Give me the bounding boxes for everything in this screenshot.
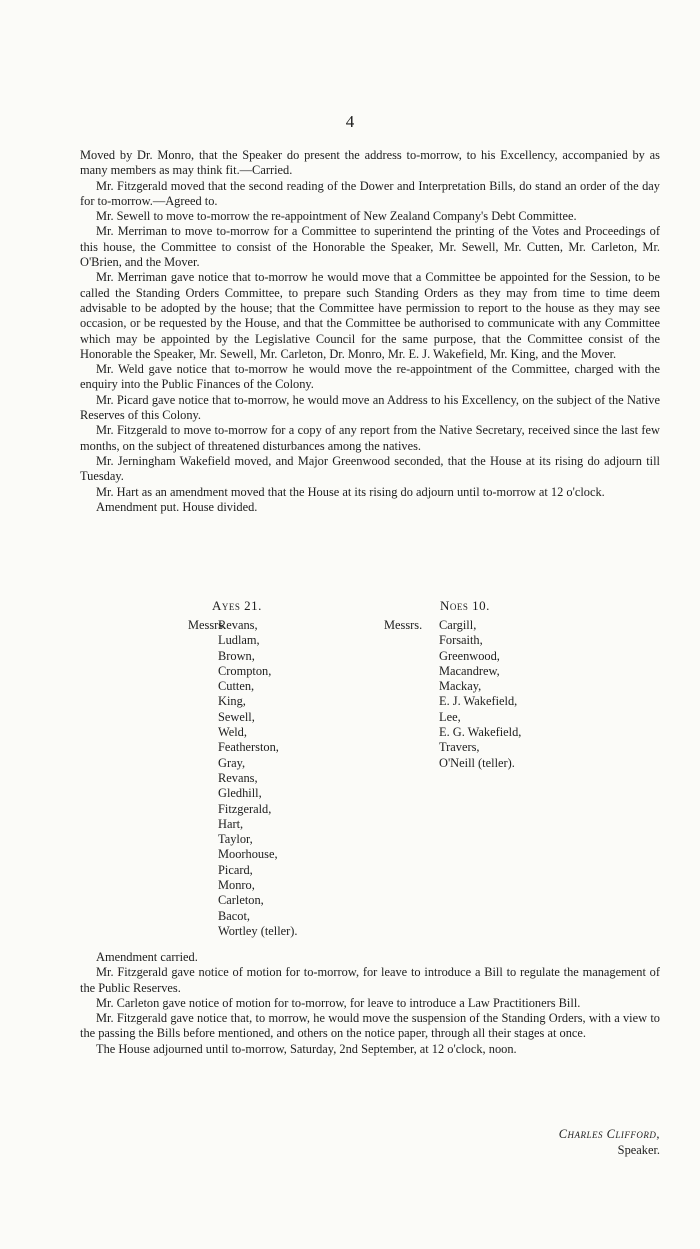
aye-member: Gledhill, [218, 786, 262, 801]
aye-member: Revans, [218, 618, 258, 632]
paragraph-address-motion: Moved by Dr. Monro, that the Speaker do present the address to-morrow, to his Excellency, accompanied by as many members as may think fit.—Carried. [80, 148, 660, 178]
noe-member: Forsaith, [439, 633, 483, 648]
aye-member: Bacot, [218, 908, 250, 923]
noe-member: E. G. Wakefield, [439, 725, 522, 740]
aye-member: Crompton, [218, 663, 272, 678]
paragraph-amendment-carried: Amendment carried. [96, 950, 198, 964]
paragraph-suspension: Mr. Fitzgerald gave notice that, to morrow, he would move the suspension of the Standing Orders, with a view to the passing the Bills before mentioned, and others on the notice paper, through all their stages at once. [80, 1011, 660, 1041]
paragraph-printing-committee: Mr. Merriman to move to-morrow for a Committee to superintend the printing of the Votes and Proceedings of this house, the Committee to consist of the Honorable the Speaker, Mr. Sewell, Mr. Cutten, Mr. Carleton, Mr. O'Brien, and the Mover. [80, 224, 660, 270]
paragraph-division: Amendment put. House divided. [96, 499, 258, 514]
paragraph-finance-committee: Mr. Weld gave notice that to-morrow he would move the re-appointment of the Committee, charged with the enquiry into the Public Finances of the Colony. [80, 362, 660, 392]
aye-member: Picard, [218, 862, 253, 877]
paragraph-native-secretary: Mr. Fitzgerald to move to-morrow for a copy of any report from the Native Secretary, received since the last few months, on the subject of threatened disturbances among the natives. [80, 423, 660, 453]
speaker-name: Charles Clifford, [558, 1127, 660, 1141]
aye-member: Ludlam, [218, 633, 260, 648]
aye-member: Revans, [218, 770, 258, 785]
page-number: 4 [345, 112, 355, 131]
paragraph-dower-bill: Mr. Fitzgerald moved that the second reading of the Dower and Interpretation Bills, do stand an order of the day for to-morrow.—Agreed to. [80, 178, 660, 208]
aye-member: Moorhouse, [218, 847, 278, 862]
ayes-names [218, 618, 298, 939]
noe-member: Lee, [439, 709, 461, 724]
aye-member: Monro, [218, 878, 255, 893]
paragraph-debt-committee: Mr. Sewell to move to-morrow the re-appointment of New Zealand Company's Debt Committee. [96, 209, 577, 224]
noe-member: Macandrew, [439, 663, 500, 678]
noe-member: Travers, [439, 740, 480, 755]
paragraph-adjourn-motion: Mr. Jerningham Wakefield moved, and Major Greenwood seconded, that the House at its rising do adjourn till Tuesday. [80, 453, 660, 484]
signature-block [559, 1126, 660, 1158]
aye-member: Carleton, [218, 893, 264, 908]
ayes-heading: Ayes 21. [212, 598, 262, 613]
noe-member: Cargill, [439, 618, 477, 632]
noes-prefix: Messrs. [384, 618, 423, 632]
paragraph-amendment: Mr. Hart as an amendment moved that the House at its rising do adjourn until to-morrow at 12 o'clock. [96, 484, 605, 499]
ayes-prefix: Messrs. [188, 618, 227, 632]
paragraph-law-practitioners: Mr. Carleton gave notice of motion for to-morrow, for leave to introduce a Law Practitioners Bill. [96, 995, 581, 1010]
aye-member: Gray, [218, 755, 246, 770]
noe-member: Greenwood, [439, 648, 500, 663]
paragraph-public-reserves: Mr. Fitzgerald gave notice of motion for to-morrow, for leave to introduce a Bill to regulate the management of the Public Reserves. [80, 965, 660, 995]
noe-member: E. J. Wakefield, [439, 694, 518, 709]
noes-heading: Noes 10. [440, 598, 490, 613]
aye-member: Wortley (teller). [218, 923, 298, 938]
aye-member: King, [218, 694, 246, 709]
proceedings-text [80, 148, 660, 515]
paragraph-native-reserves: Mr. Picard gave notice that to-morrow, he would move an Address to his Excellency, on the subject of the Native Reserves of this Colony. [80, 392, 660, 423]
aye-member: Weld, [218, 725, 247, 740]
paragraph-standing-orders: Mr. Merriman gave notice that to-morrow he would move that a Committee be appointed for the Session, to be called the Standing Orders Committee, to prepare such Standing Orders as they may from time to time deem advisable to be adopted by the house; that the Committee have permission to report to the house as they may see occasion, or be requested by the House, and that the Committee be authorised to communicate with any Committee which may be appointed by the Legislative Council for the same purpose, that the Committee consist of the Honorable the Speaker, Mr. Sewell, Mr. Carleton, Dr. Monro, Mr. E. J. Wakefield, Mr. King, and the Mover. [80, 270, 660, 361]
noe-member: Mackay, [439, 679, 482, 694]
division-list [80, 598, 660, 948]
aye-member: Brown, [218, 648, 255, 663]
aye-member: Sewell, [218, 709, 255, 724]
speaker-title: Speaker. [617, 1143, 660, 1157]
paragraph-adjourned: The House adjourned until to-morrow, Saturday, 2nd September, at 12 o'clock, noon. [96, 1041, 517, 1056]
aye-member: Cutten, [218, 679, 255, 694]
aye-member: Taylor, [218, 832, 253, 847]
aye-member: Hart, [218, 816, 244, 831]
aye-member: Featherston, [218, 740, 279, 755]
noes-names [439, 618, 521, 771]
noe-member: O'Neill (teller). [439, 755, 515, 770]
aye-member: Fitzgerald, [218, 801, 272, 816]
closing-text [80, 950, 660, 1057]
